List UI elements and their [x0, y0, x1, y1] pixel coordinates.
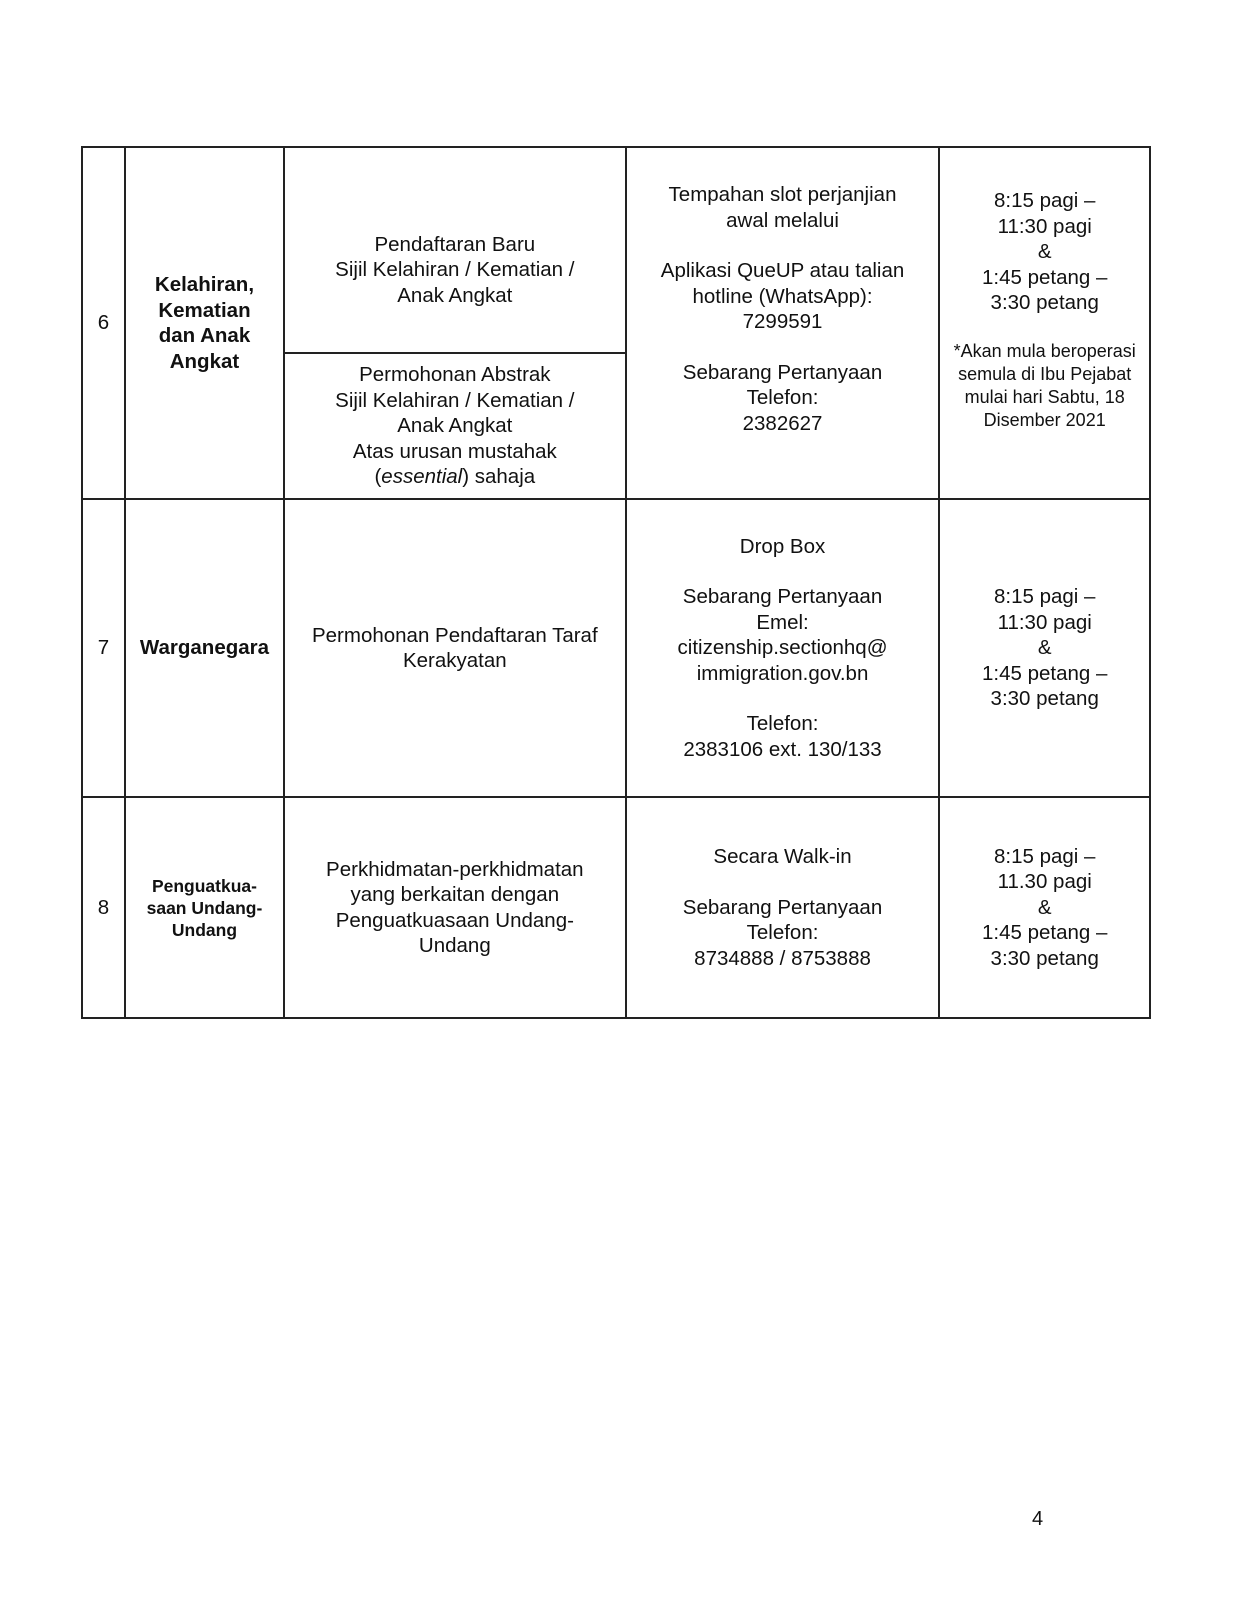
- service-cell: Permohonan Pendaftaran Taraf Kerakyatan: [284, 499, 626, 797]
- hours-cell: 8:15 pagi – 11:30 pagi & 1:45 petang – 3:30 petang *Akan mula beroperasi semula di Ibu Pejabat mulai hari Sabtu, 18 Disember 2021: [939, 147, 1150, 499]
- category-cell: Warganegara: [125, 499, 284, 797]
- service-cell: Pendaftaran Baru Sijil Kelahiran / Kematian / Anak Angkat: [284, 147, 626, 353]
- method-cell: Tempahan slot perjanjian awal melalui Aplikasi QueUP atau talian hotline (WhatsApp): 7299591 Sebarang Pertanyaan Telefon: 2382627: [626, 147, 940, 499]
- hours-cell: 8:15 pagi – 11:30 pagi & 1:45 petang – 3:30 petang: [939, 499, 1150, 797]
- table-row: [82, 147, 1150, 353]
- row-number: 8: [82, 797, 125, 1018]
- hours-cell: 8:15 pagi – 11.30 pagi & 1:45 petang – 3:30 petang: [939, 797, 1150, 1018]
- table-row: [82, 499, 1150, 797]
- category-cell: Kelahiran, Kematian dan Anak Angkat: [125, 147, 284, 499]
- services-table: [81, 146, 1151, 1019]
- service-cell: Permohonan Abstrak Sijil Kelahiran / Kematian / Anak Angkat Atas urusan mustahak (essential) sahaja: [284, 353, 626, 499]
- method-cell: Drop Box Sebarang Pertanyaan Emel: citizenship.sectionhq@ immigration.gov.bn Telefon: 2383106 ext. 130/133: [626, 499, 940, 797]
- page-number: 4: [1032, 1508, 1044, 1530]
- table-row: [82, 797, 1150, 1018]
- row-number: 7: [82, 499, 125, 797]
- service-cell: Perkhidmatan-perkhidmatan yang berkaitan dengan Penguatkuasaan Undang- Undang: [284, 797, 626, 1018]
- row-number: 6: [82, 147, 125, 499]
- method-cell: Secara Walk-in Sebarang Pertanyaan Telefon: 8734888 / 8753888: [626, 797, 940, 1018]
- notice-text: *Akan mula beroperasi semula di Ibu Pejabat mulai hari Sabtu, 18 Disember 2021: [953, 340, 1136, 430]
- category-cell: Penguatkua- saan Undang- Undang: [125, 797, 284, 1018]
